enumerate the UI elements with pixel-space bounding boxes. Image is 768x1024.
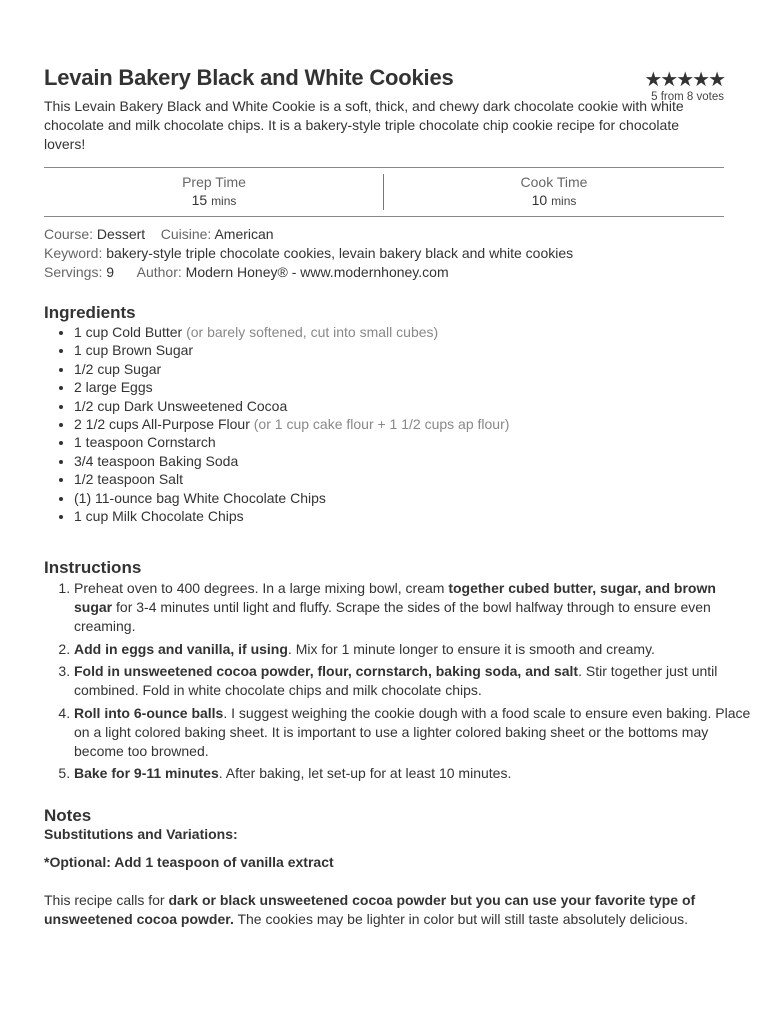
ingredient-item [74, 452, 754, 470]
recipe-title: Levain Bakery Black and White Cookies [44, 65, 454, 90]
instruction-step [74, 640, 754, 659]
author-value: Modern Honey® - www.modernhoney.com [185, 264, 449, 280]
recipe-meta [44, 225, 724, 282]
ingredient-text: 1/2 cup Sugar [74, 360, 162, 377]
notes-optional: *Optional: Add 1 teaspoon of vanilla extract [44, 854, 334, 870]
prep-time-label: Prep Time [182, 174, 246, 190]
course-label: Course: [44, 226, 94, 242]
ingredient-item [74, 470, 754, 488]
recipe-summary: This Levain Bakery Black and White Cookie is a soft, thick, and chewy dark chocolate cookie with white chocolate and milk chocolate chips. It is a bakery-style triple chocolate chip cookie recipe for chocolate lovers! [44, 98, 684, 152]
instruction-bold: Add in eggs and vanilla, if using [74, 640, 288, 657]
ingredient-note: (or 1 cup cake flour + 1 1/2 cups ap flour) [253, 416, 510, 433]
ingredient-note: (or barely softened, cut into small cubes) [186, 324, 439, 340]
notes-heading: Notes [44, 806, 92, 825]
ingredient-text: 1/2 teaspoon Salt [74, 471, 183, 488]
instruction-post: . I suggest weighing the cookie dough with a food scale to ensure even baking. Place on a light colored baking sheet. It is important to use a lighter colored baking sheet or the bottoms may become too browned. [74, 704, 751, 759]
ingredient-text: 1 cup Milk Chocolate Chips [74, 508, 244, 525]
instruction-bold: Bake for 9-11 minutes [74, 765, 219, 781]
ingredient-text: 3/4 teaspoon Baking Soda [74, 452, 239, 469]
servings-label: Servings: [44, 264, 103, 280]
star-rating-icon[interactable]: ★★★★★ [644, 69, 724, 91]
cook-time-unit: mins [551, 194, 577, 208]
rating-votes: 5 from 8 votes [651, 91, 724, 103]
prep-time [44, 168, 384, 216]
instruction-post: for 3-4 minutes until light and fluffy. Scrape the sides of the bowl halfway through to ensure even creaming. [74, 599, 711, 634]
instruction-post: . Stir together just until combined. Fold in white chocolate chips and milk chocolate chips. [74, 663, 718, 698]
ingredient-text: 2 1/2 cups All-Purpose Flour [74, 416, 250, 433]
notes-paragraph-end: The cookies may be lighter in color but will still taste absolutely delicious. [233, 911, 689, 927]
instruction-step [74, 579, 754, 636]
ingredient-text: (1) 11-ounce bag White Chocolate Chips [74, 489, 326, 506]
ingredient-text: 1/2 cup Dark Unsweetened Cocoa [74, 397, 288, 414]
instruction-bold: Roll into 6-ounce balls [74, 704, 224, 721]
keyword-value: bakery-style triple chocolate cookies, levain bakery black and white cookies [106, 245, 574, 261]
keyword-label: Keyword: [44, 245, 103, 261]
prep-time-number: 15 [191, 192, 208, 208]
ingredient-item [74, 433, 754, 451]
instruction-bold: Fold in unsweetened cocoa powder, flour, cornstarch, baking soda, and salt [74, 663, 579, 679]
meta-row-course [44, 225, 724, 244]
instruction-pre: Preheat oven to 400 degrees. In a large mixing bowl, cream [74, 580, 449, 596]
cook-time-value [384, 192, 724, 208]
instructions-heading: Instructions [44, 558, 142, 577]
cook-time-label: Cook Time [520, 174, 588, 190]
author-label: Author: [136, 264, 182, 280]
notes-paragraph [44, 891, 724, 929]
ingredient-item [74, 489, 754, 507]
ingredient-item [74, 507, 754, 525]
ingredient-item [74, 341, 754, 359]
cuisine-label: Cuisine: [160, 226, 212, 242]
notes-paragraph-bold: dark or black unsweetened cocoa powder but you can use your favorite type of unsweetened cocoa powder. [44, 892, 696, 927]
cuisine-value: American [214, 226, 274, 242]
instruction-post: . After baking, let set-up for at least 10 minutes. [218, 765, 512, 781]
prep-time-value [44, 192, 384, 208]
ingredients-list [44, 323, 754, 525]
meta-row-keyword [44, 244, 724, 263]
ingredient-text: 1 teaspoon Cornstarch [74, 434, 216, 451]
ingredient-text: 1 cup Brown Sugar [74, 342, 194, 359]
cook-time-number: 10 [531, 192, 548, 208]
notes-paragraph-start: This recipe calls for [44, 892, 169, 908]
instruction-bold: together cubed butter, sugar, and brown sugar [74, 580, 716, 615]
cook-time [384, 168, 724, 216]
prep-time-unit: mins [211, 194, 237, 208]
instruction-step [74, 764, 754, 783]
instruction-step [74, 704, 754, 761]
notes-subheading: Substitutions and Variations: [44, 826, 238, 842]
notes-body [44, 825, 724, 929]
recipe-times [44, 167, 724, 217]
ingredients-heading: Ingredients [44, 303, 136, 322]
ingredient-item [74, 397, 754, 415]
ingredient-item [74, 360, 754, 378]
ingredient-item [74, 323, 754, 341]
ingredient-item [74, 415, 754, 433]
ingredient-text: 1 cup Cold Butter [74, 324, 183, 340]
instruction-step [74, 662, 754, 700]
instruction-post: . Mix for 1 minute longer to ensure it is smooth and creamy. [287, 640, 655, 657]
instructions-list [44, 579, 754, 787]
servings-value[interactable]: 9 [106, 264, 115, 280]
ingredient-text: 2 large Eggs [74, 379, 153, 396]
meta-row-servings [44, 263, 724, 282]
ingredient-item [74, 378, 754, 396]
course-value: Dessert [96, 226, 146, 242]
